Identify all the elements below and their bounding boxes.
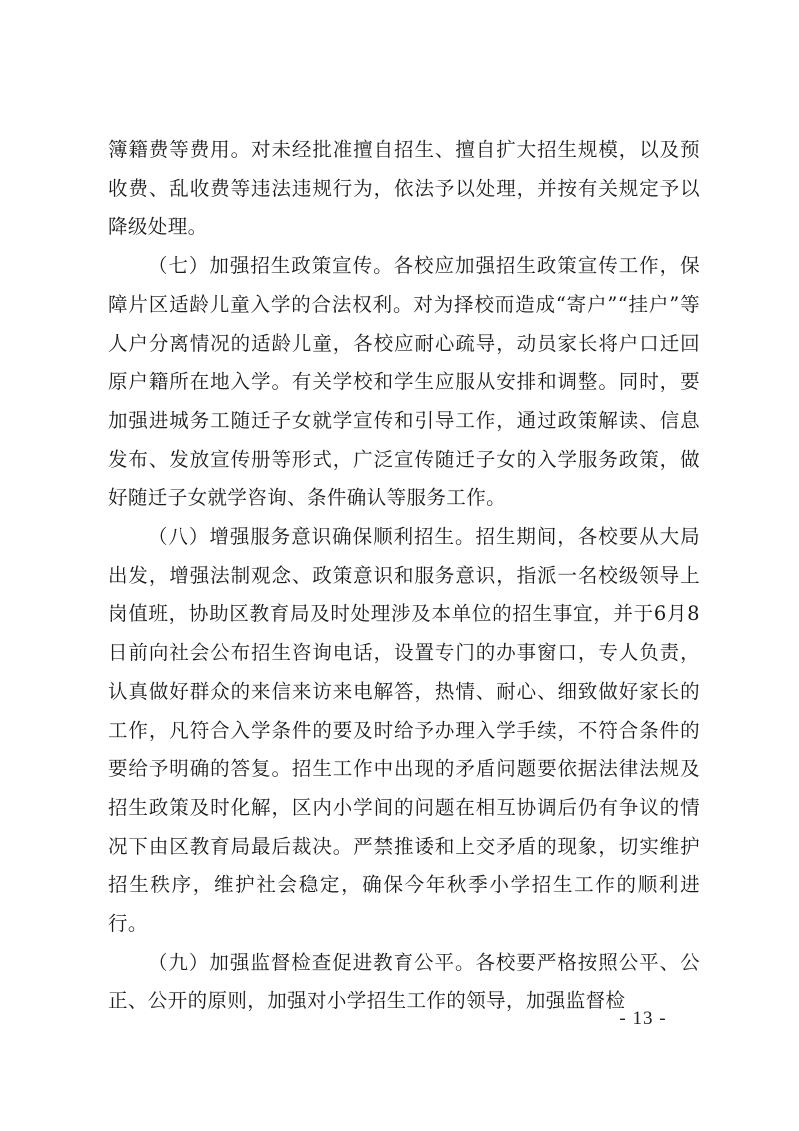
paragraph-section-9: （九）加强监督检查促进教育公平。各校要严格按照公平、公正、公开的原则，加强对小学招生工作的领导，加强监督检: [108, 950, 700, 1013]
paragraph-section-8: （八）增强服务意识确保顺利招生。招生期间，各校要从大局出发，增强法制观念、政策意识和服务意识，指派一名校级领导上岗值班，协助区教育局及时处理涉及本单位的招生事宜，并于6月8日前向社会公布招生咨询电话，设置专门的办事窗口，专人负责，认真做好群众的来信来访来电解答，热情、耐心、细致做好家长的工作，凡符合入学条件的要及时给予办理入学手续，不符合条件的要给予明确的答复。招生工作中出现的矛盾问题要依据法律法规及招生政策及时化解，区内小学间的问题在相互协调后仍有争议的情况下由区教育局最后裁决。严禁推诿和上交矛盾的现象，切实维护招生秩序，维护社会稳定，确保今年秋季小学招生工作的顺利进行。: [108, 525, 700, 936]
page-number: - 13 -: [619, 1008, 667, 1029]
paragraph-section-7: （七）加强招生政策宣传。各校应加强招生政策宣传工作，保障片区适龄儿童入学的合法权利。对为择校而造成“寄户”“挂户”等人户分离情况的适龄儿童，各校应耐心疏导，动员家长将户口迁回原户籍所在地入学。有关学校和学生应服从安排和调整。同时，要加强进城务工随迁子女就学宣传和引导工作，通过政策解读、信息发布、发放宣传册等形式，广泛宣传随迁子女的入学服务政策，做好随迁子女就学咨询、条件确认等服务工作。: [108, 254, 700, 510]
paragraph-continuation: 簿籍费等费用。对未经批准擅自招生、擅自扩大招生规模，以及预收费、乱收费等违法违规行为，依法予以处理，并按有关规定予以降级处理。: [108, 138, 700, 239]
document-body: [108, 131, 700, 1021]
